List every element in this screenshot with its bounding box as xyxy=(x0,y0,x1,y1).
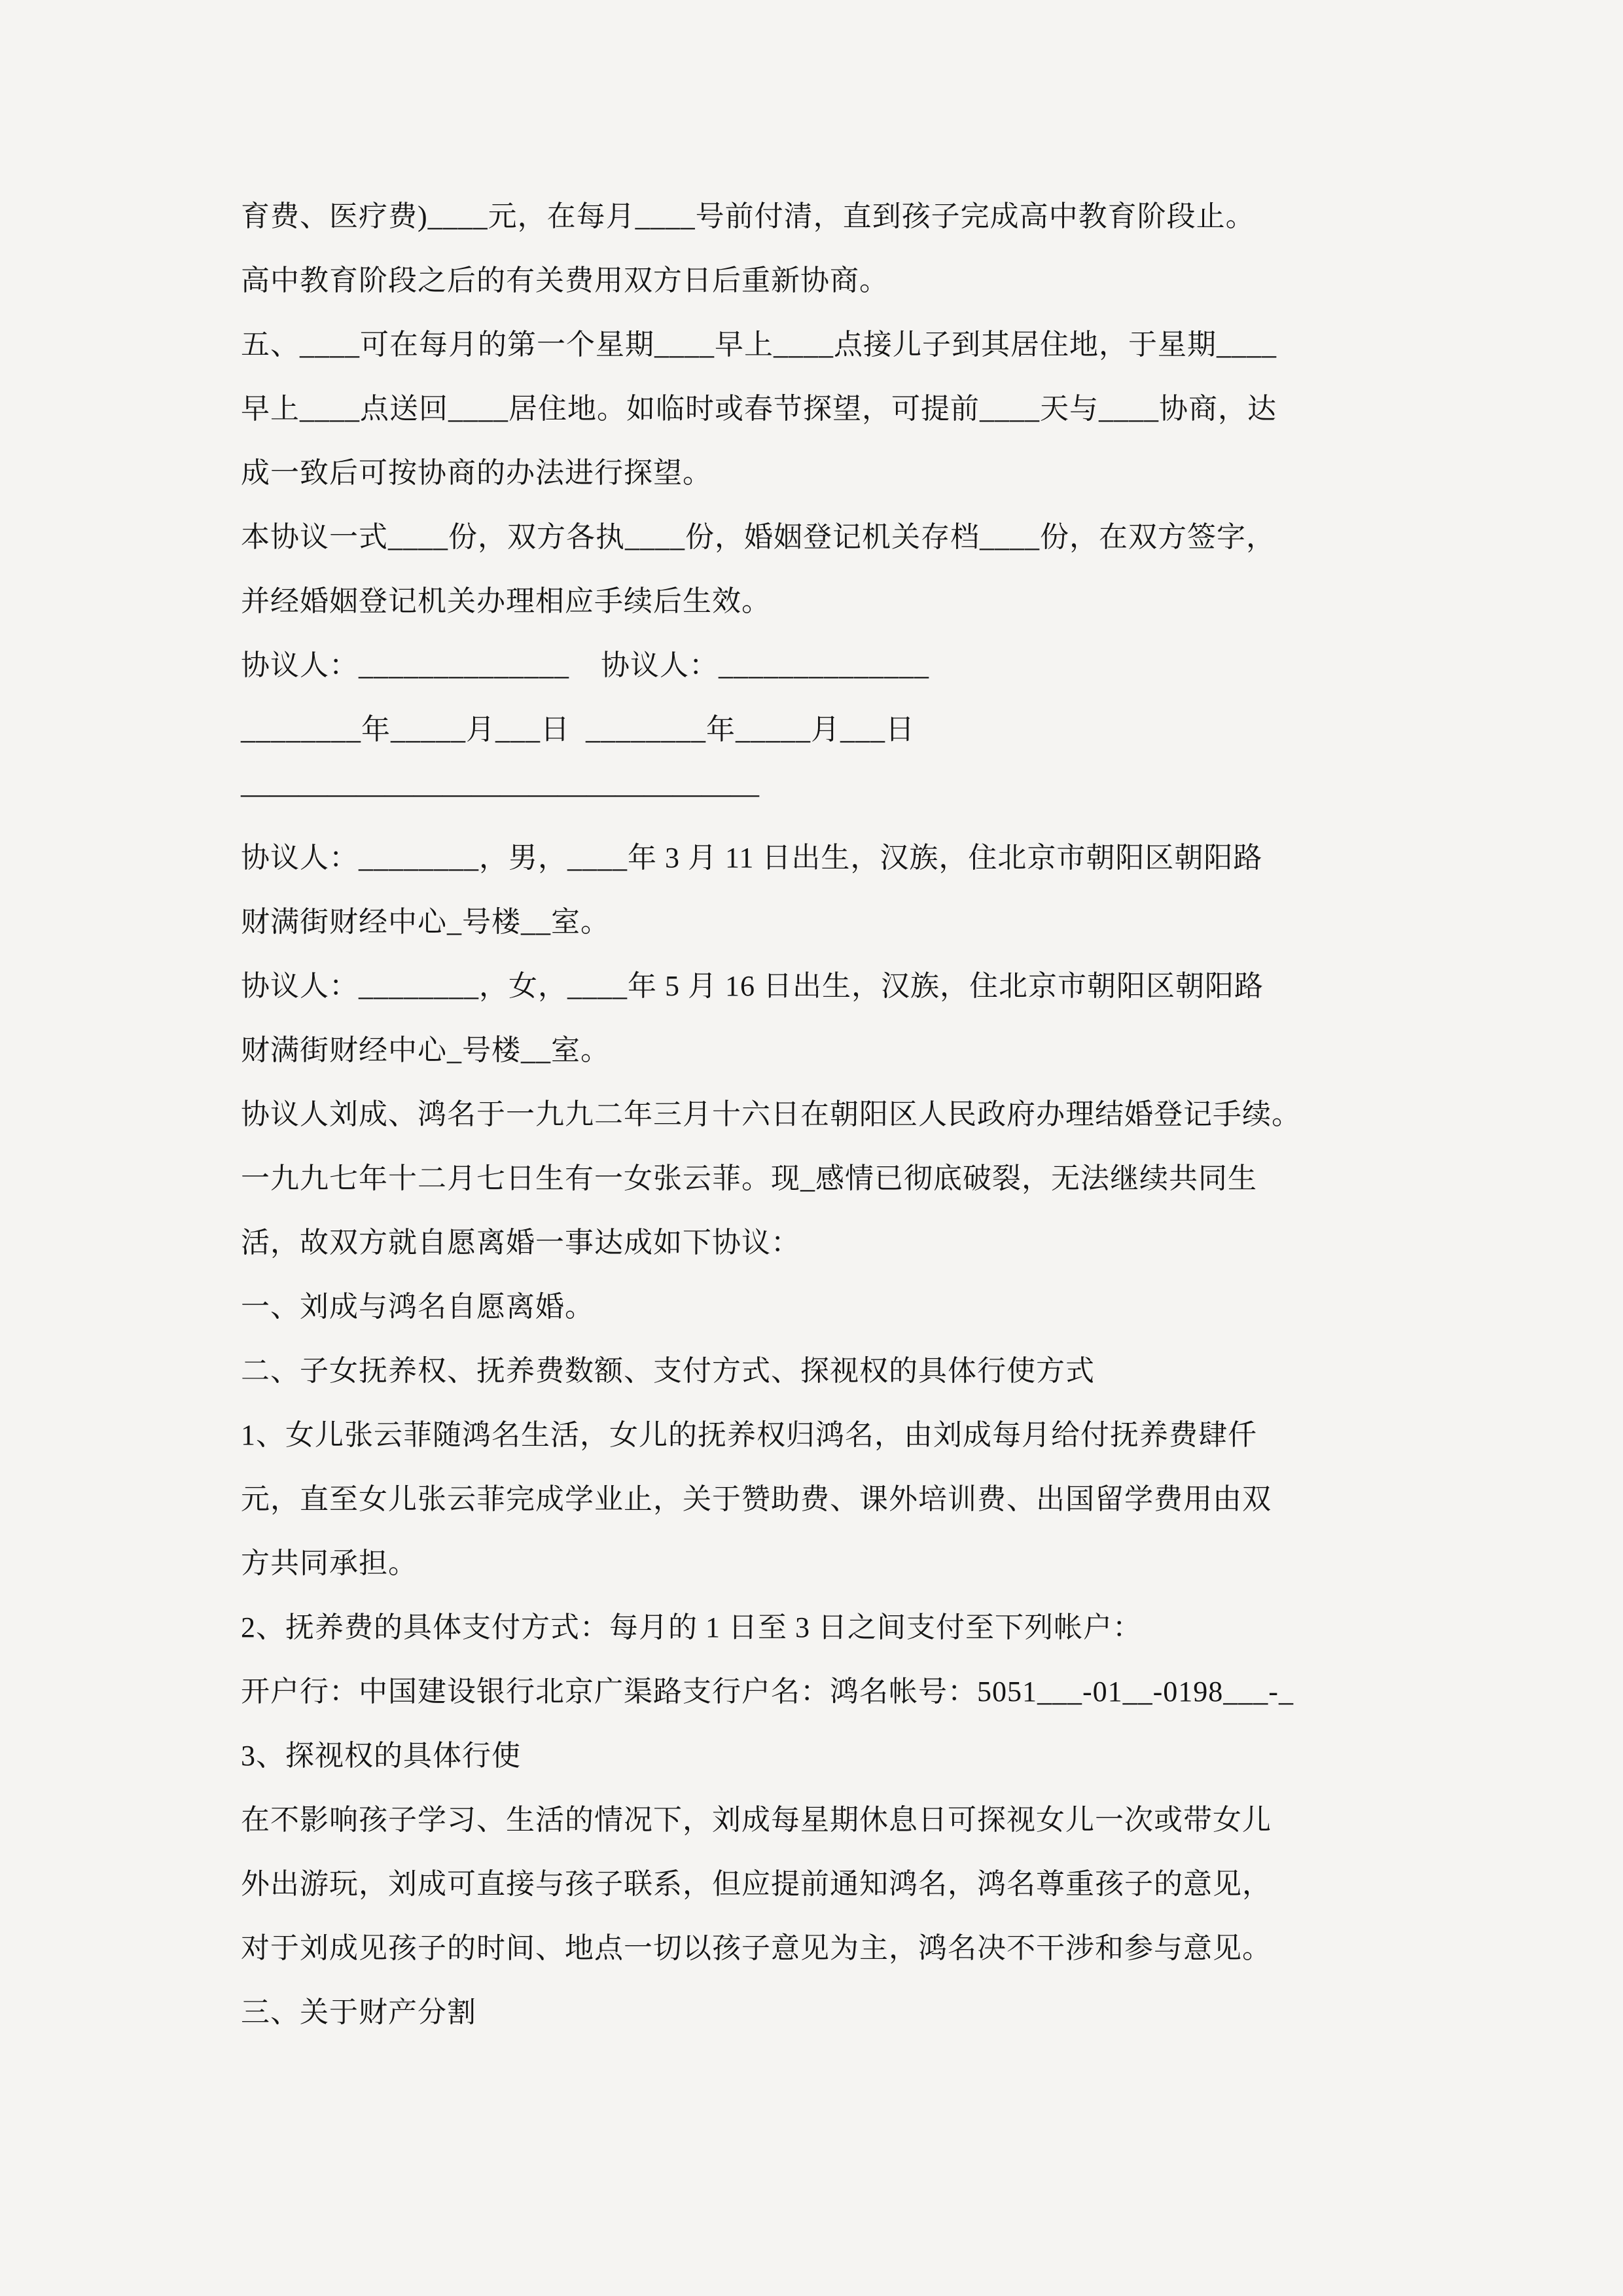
clause-line: 三、关于财产分割 xyxy=(241,1996,476,2028)
document-line: 并经婚姻登记机关办理相应手续后生效。 xyxy=(241,585,771,617)
party-line-male: 协议人：________，男，____年 3 月 11 日出生，汉族，住北京市朝阳区朝阳路 xyxy=(241,842,1263,874)
document-line: 育费、医疗费)____元，在每月____号前付清，直到孩子完成高中教育阶段止。 xyxy=(241,200,1255,232)
document-line: 3、探视权的具体行使 xyxy=(241,1740,521,1772)
document-line: 方共同承担。 xyxy=(241,1547,418,1579)
document-body xyxy=(241,185,1394,2045)
document-line: 对于刘成见孩子的时间、地点一切以孩子意见为主，鸿名决不干涉和参与意见。 xyxy=(241,1932,1272,1964)
party-line-female: 协议人：________，女，____年 5 月 16 日出生，汉族，住北京市朝阳区朝阳路 xyxy=(241,970,1264,1002)
divider-dashes: —————————————————— xyxy=(241,778,759,810)
document-line: 成一致后可按协商的办法进行探望。 xyxy=(241,457,712,489)
document-line: 五、____可在每月的第一个星期____早上____点接儿子到其居住地，于星期____ xyxy=(241,329,1277,361)
document-line: 1、女儿张云菲随鸿名生活，女儿的抚养权归鸿名，由刘成每月给付抚养费肆仟 xyxy=(241,1419,1257,1451)
document-line: 一九九七年十二月七日生有一女张云菲。现_感情已彻底破裂，无法继续共同生 xyxy=(241,1162,1257,1194)
address-line: 财满街财经中心_号楼__室。 xyxy=(241,1034,610,1066)
document-line: 早上____点送回____居住地。如临时或春节探望，可提前____天与____协商，达 xyxy=(241,393,1277,425)
document-line: 外出游玩，刘成可直接与孩子联系，但应提前通知鸿名，鸿名尊重孩子的意见， xyxy=(241,1868,1272,1900)
document-line: 在不影响孩子学习、生活的情况下，刘成每星期休息日可探视女儿一次或带女儿 xyxy=(241,1804,1272,1836)
document-line: 高中教育阶段之后的有关费用双方日后重新协商。 xyxy=(241,264,889,296)
signature-line: 协议人：______________ 协议人：______________ xyxy=(241,649,929,681)
document-line: 本协议一式____份，双方各执____份，婚姻登记机关存档____份，在双方签字， xyxy=(241,521,1275,553)
address-line: 财满街财经中心_号楼__室。 xyxy=(241,906,610,938)
date-line: ________年_____月___日 ________年_____月___日 xyxy=(241,713,915,745)
clause-line: 一、刘成与鸿名自愿离婚。 xyxy=(241,1291,594,1323)
clause-line: 二、子女抚养权、抚养费数额、支付方式、探视权的具体行使方式 xyxy=(241,1355,1095,1387)
document-line: 元，直至女儿张云菲完成学业止，关于赞助费、课外培训费、出国留学费用由双 xyxy=(241,1483,1272,1515)
document-line: 协议人刘成、鸿名于一九九二年三月十六日在朝阳区人民政府办理结婚登记手续。 xyxy=(241,1098,1301,1130)
document-line: 2、抚养费的具体支付方式：每月的 1 日至 3 日之间支付至下列帐户： xyxy=(241,1611,1142,1643)
document-line: 活，故双方就自愿离婚一事达成如下协议： xyxy=(241,1227,800,1259)
bank-account-line: 开户行：中国建设银行北京广渠路支行户名：鸿名帐号：5051___-01__-0198___-_ xyxy=(241,1676,1294,1708)
